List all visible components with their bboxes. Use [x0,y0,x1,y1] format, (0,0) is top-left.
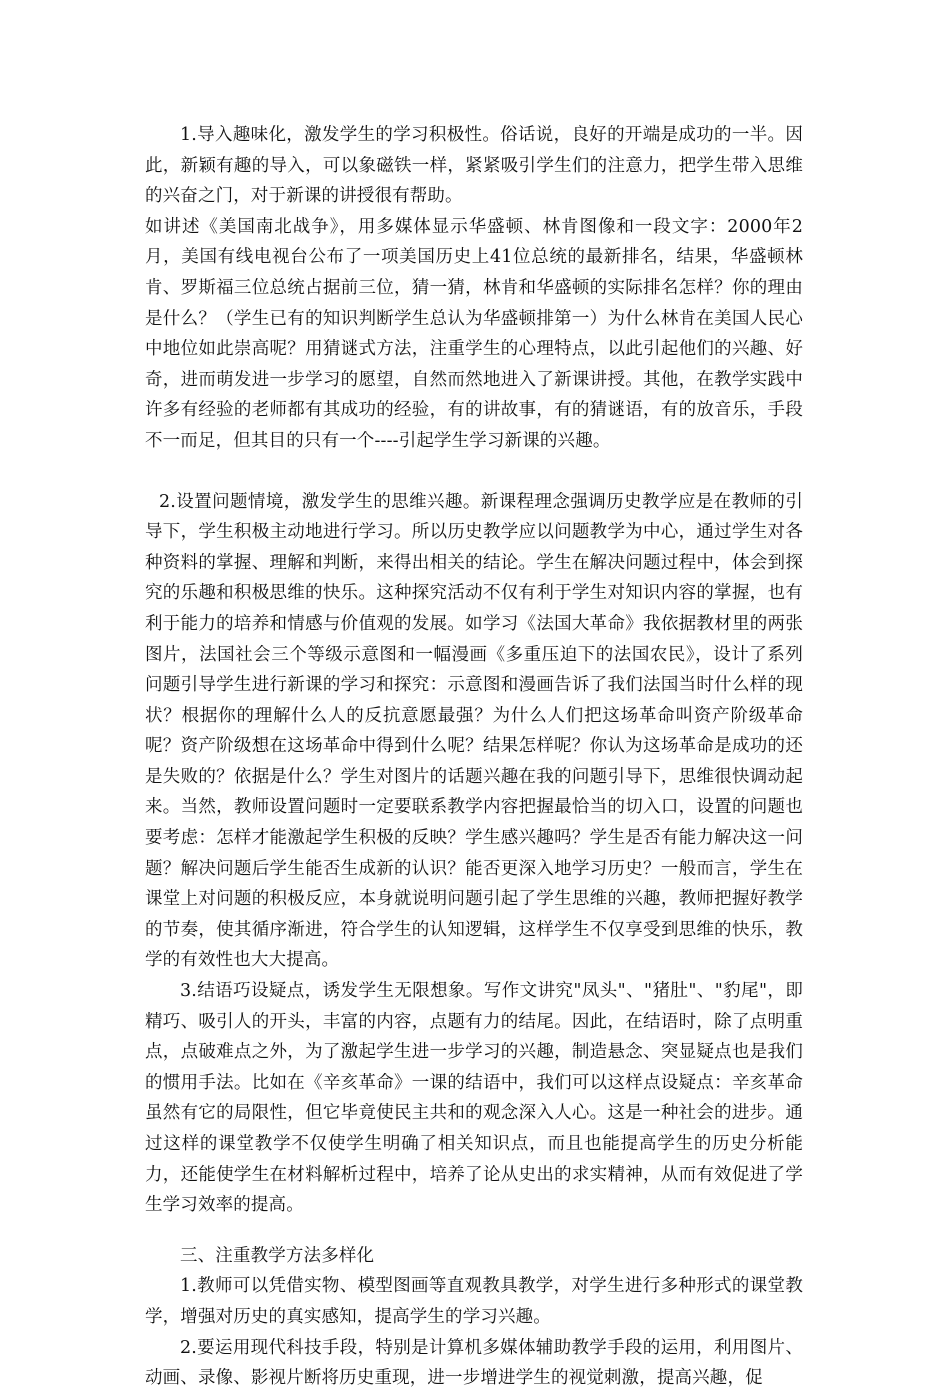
paragraph-multimedia: 2.要运用现代科技手段，特别是计算机多媒体辅助教学手段的运用，利用图片、动画、录像、影视片断将历史重现，进一步增进学生的视觉刺激，提高兴趣，促 [145,1337,803,1389]
paragraph-civil-war-example: 如讲述《美国南北战争》，用多媒体显示华盛顿、林肯图像和一段文字：2000年2月，美国有线电视台公布了一项美国历史上41位总统的最新排名，结果，华盛顿林肯、罗斯福三位总统占据前三位，猜一猜，林肯和华盛顿的实际排名怎样？你的理由是什么？（学生已有的知识判断学生总认为华盛顿排第一）为什么林肯在美国人民心中地位如此崇高呢？用猜谜式方法，注重学生的心理特点，以此引起他们的兴趣、好奇，进而萌发进一步学习的愿望，自然而然地进入了新课讲授。其他，在教学实践中许多有经验的老师都有其成功的经验，有的讲故事，有的猜谜语，有的放音乐，手段不一而足，但其目的只有一个----引起学生学习新课的兴趣。 [145,216,803,451]
paragraph-conclusion-doubts: 3.结语巧设疑点，诱发学生无限想象。写作文讲究"凤头"、"猪肚"、"豹尾"，即精巧、吸引人的开头，丰富的内容，点题有力的结尾。因此，在结语时，除了点明重点，点破难点之外，为了激起学生进一步学习的兴趣，制造悬念、突显疑点也是我们的惯用手法。比如在《辛亥革命》一课的结语中，我们可以这样点设疑点：辛亥革命虽然有它的局限性，但它毕竟使民主共和的观念深入人心。这是一种社会的进步。通过这样的课堂教学不仅使学生明确了相关知识点，而且也能提高学生的历史分析能力，还能使学生在材料解析过程中，培养了论从史出的求实精神，从而有效促进了学生学习效率的提高。 [145,981,803,1216]
document-body [145,120,803,1394]
paragraph-spacer [145,457,803,487]
paragraph-question-situation: 2.设置问题情境，激发学生的思维兴趣。新课程理念强调历史教学应是在教师的引导下，学生积极主动地进行学习。所以历史教学应以问题教学为中心，通过学生对各种资料的掌握、理解和判断，来得出相关的结论。学生在解决问题过程中，体会到探究的乐趣和积极思维的快乐。这种探究活动不仅有利于学生对知识内容的掌握，也有利于能力的培养和情感与价值观的发展。如学习《法国大革命》我依据教材里的两张图片，法国社会三个等级示意图和一幅漫画《多重压迫下的法国农民》，设计了系列问题引导学生进行新课的学习和探究：示意图和漫画告诉了我们法国当时什么样的现状？根据你的理解什么人的反抗意愿最强？为什么人们把这场革命叫资产阶级革命呢？资产阶级想在这场革命中得到什么呢？结果怎样呢？你认为这场革命是成功的还是失败的？依据是什么？学生对图片的话题兴趣在我的问题引导下，思维很快调动起来。当然，教师设置问题时一定要联系教学内容把握最恰当的切入口，设置的问题也要考虑：怎样才能激起学生积极的反映？学生感兴趣吗？学生是否有能力解决这一问题？解决问题后学生能否生成新的认识？能否更深入地学习历史？一般而言，学生在课堂上对问题的积极反应，本身就说明问题引起了学生思维的兴趣，教师把握好教学的节奏，使其循序渐进，符合学生的认知逻辑，这样学生不仅享受到思维的快乐，教学的有效性也大大提高。 [145,491,803,971]
paragraph-intro-fun: 1.导入趣味化，激发学生的学习积极性。俗话说，良好的开端是成功的一半。因此，新颖有趣的导入，可以象磁铁一样，紧紧吸引学生们的注意力，把学生带入思维的兴奋之门，对于新课的讲授很有帮助。 [145,125,803,207]
paragraph-teaching-aids: 1.教师可以凭借实物、模型图画等直观教具教学，对学生进行多种形式的课堂教学，增强对历史的真实感知，提高学生的学习兴趣。 [145,1276,803,1327]
section-heading-methods: 三、注重教学方法多样化 [180,1245,375,1266]
paragraph-spacer [145,1221,803,1241]
